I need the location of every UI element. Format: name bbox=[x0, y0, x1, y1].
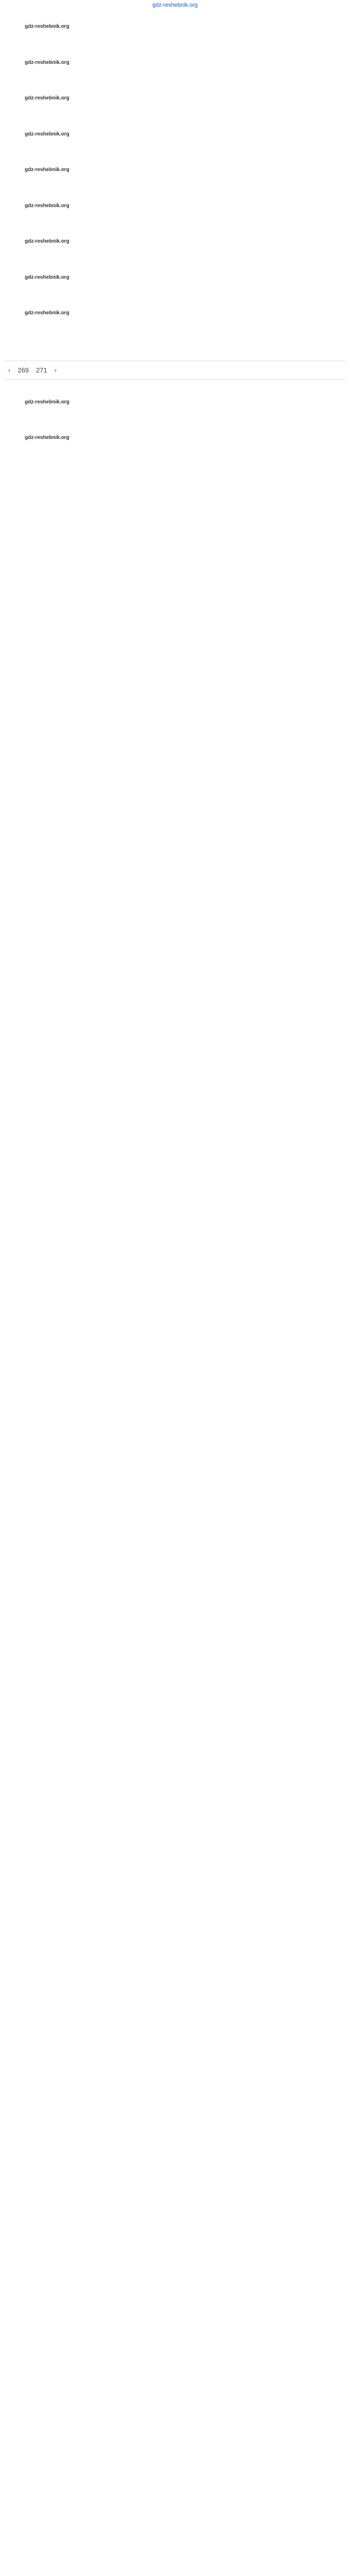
next-page-button[interactable]: › bbox=[54, 366, 57, 374]
prev-page-number[interactable]: 269 bbox=[18, 366, 29, 374]
answer-paragraph bbox=[4, 67, 346, 78]
answer-paragraph bbox=[4, 470, 346, 480]
answer-paragraph bbox=[4, 385, 346, 395]
watermark-label: gdz-reshebnik.org bbox=[25, 399, 69, 405]
watermark-label: gdz-reshebnik.org bbox=[25, 274, 69, 280]
answer-paragraph bbox=[4, 282, 346, 293]
prev-page-button[interactable]: ‹ bbox=[8, 366, 11, 374]
answer-paragraph bbox=[4, 152, 346, 163]
watermark-label: gdz-reshebnik.org bbox=[25, 239, 69, 244]
answer-paragraph bbox=[4, 117, 346, 127]
watermark-label: gdz-reshebnik.org bbox=[25, 131, 69, 137]
answer-paragraph bbox=[4, 443, 346, 453]
watermark-label: gdz-reshebnik.org bbox=[25, 202, 69, 209]
answer-paragraph bbox=[4, 175, 346, 185]
answer-paragraph bbox=[4, 247, 346, 257]
answer-paragraph bbox=[4, 332, 346, 342]
answer-paragraph bbox=[4, 45, 346, 56]
site-url[interactable]: gdz-reshebnik.org bbox=[152, 2, 198, 8]
answer-block-second bbox=[4, 385, 346, 480]
answer-paragraph bbox=[4, 420, 346, 431]
answer-paragraph bbox=[4, 189, 346, 199]
answer-paragraph bbox=[4, 296, 346, 306]
current-page-number: 271 bbox=[36, 366, 47, 374]
answer-paragraph bbox=[4, 224, 346, 234]
answer-paragraph bbox=[4, 81, 346, 91]
watermark-label: gdz-reshebnik.org bbox=[25, 95, 69, 101]
answer-block-first bbox=[4, 9, 346, 355]
answer-paragraph bbox=[4, 9, 346, 20]
answer-paragraph bbox=[4, 407, 346, 417]
main-content bbox=[0, 9, 350, 480]
answer-paragraph bbox=[4, 211, 346, 221]
answer-paragraph bbox=[4, 318, 346, 329]
watermark-label: gdz-reshebnik.org bbox=[25, 435, 69, 440]
watermark-label: gdz-reshebnik.org bbox=[25, 24, 69, 29]
answer-paragraph bbox=[4, 104, 346, 114]
answer-paragraph bbox=[4, 32, 346, 42]
answer-paragraph bbox=[4, 456, 346, 467]
watermark-label: gdz-reshebnik.org bbox=[25, 167, 69, 173]
answer-paragraph bbox=[4, 345, 346, 355]
watermark-label: gdz-reshebnik.org bbox=[25, 310, 69, 316]
answer-paragraph bbox=[4, 139, 346, 149]
pagination-bar bbox=[4, 361, 346, 380]
watermark-label: gdz-reshebnik.org bbox=[25, 59, 69, 65]
answer-paragraph bbox=[4, 260, 346, 270]
